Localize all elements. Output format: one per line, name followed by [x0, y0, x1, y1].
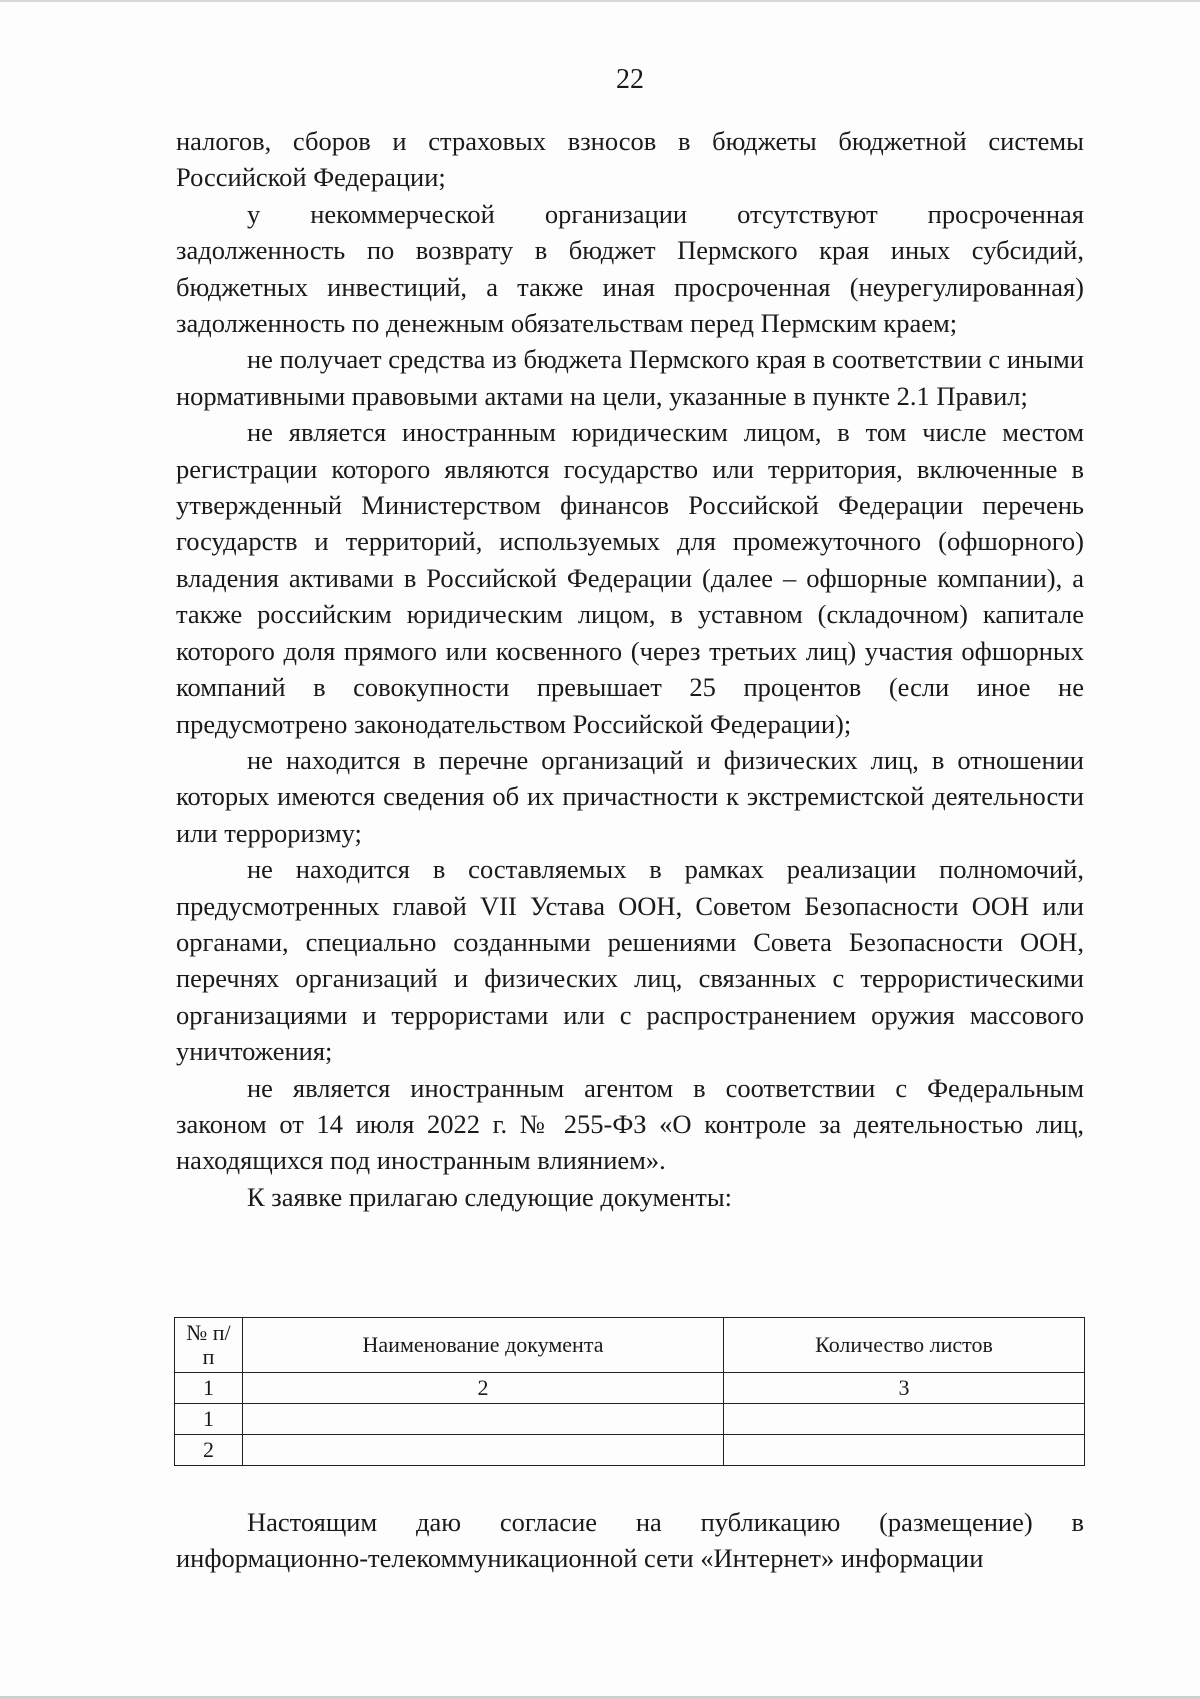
paragraph-consent: Настоящим даю согласие на публикацию (размещение) в информационно-телекоммуникационной сети «Интернет» информации: [176, 1507, 1084, 1574]
paragraph-not-un-sanctions-list: не находится в составляемых в рамках реализации полномочий, предусмотренных главой VII Устава ООН, Советом Безопасности ООН или органами, специально созданными решениями Совета Безопасности ООН, перечнях организаций и физических лиц, связанных с террористическими организациями и террористами или с распространением оружия массового уничтожения;: [176, 854, 1084, 1067]
document-body: [176, 123, 1084, 1215]
cell-document-name: [243, 1404, 724, 1435]
cell-document-name: 2: [243, 1373, 724, 1404]
header-document-name: Наименование документа: [243, 1318, 724, 1373]
paragraph-no-overdue-debt: у некоммерческой организации отсутствуют просроченная задолженность по возврату в бюджет Пермского края иных субсидий, бюджетных инвестиций, а также иная просроченная (неурегулированная) задолженность по денежным обязательствам перед Пермским краем;: [176, 198, 1084, 339]
cell-sheet-count: [724, 1435, 1085, 1466]
cell-number: 1: [175, 1373, 243, 1404]
cell-number: 2: [175, 1435, 243, 1466]
attached-documents-table: [174, 1317, 1085, 1466]
cell-sheet-count: [724, 1404, 1085, 1435]
paragraph-taxes-continuation: налогов, сборов и страховых взносов в бюджеты бюджетной системы Российской Федерации;: [176, 126, 1084, 193]
paragraph-attached-documents-intro: К заявке прилагаю следующие документы:: [247, 1181, 732, 1212]
paragraph-not-foreign-agent: не является иностранным агентом в соответствии с Федеральным законом от 14 июля 2022 г. № 255-ФЗ «О контроле за деятельностью лиц, находящихся под иностранным влиянием».: [176, 1072, 1084, 1176]
table-header-row: [175, 1318, 1085, 1373]
paragraph-not-extremist-list: не находится в перечне организаций и физических лиц, в отношении которых имеются сведения об их причастности к экстремистской деятельности или терроризму;: [176, 744, 1084, 848]
cell-sheet-count: 3: [724, 1373, 1085, 1404]
table-row: [175, 1373, 1085, 1404]
cell-document-name: [243, 1435, 724, 1466]
cell-number: 1: [175, 1404, 243, 1435]
consent-section: [176, 1504, 1084, 1577]
page-number: 22: [616, 64, 644, 95]
table-row: [175, 1435, 1085, 1466]
header-sheet-count: Количество листов: [724, 1318, 1085, 1373]
paragraph-no-other-funds: не получает средства из бюджета Пермского края в соответствии с иными нормативными правовыми актами на цели, указанные в пункте 2.1 Правил;: [176, 344, 1084, 411]
page-top-edge: [0, 0, 1200, 2]
table-row: [175, 1404, 1085, 1435]
paragraph-not-foreign-entity: не является иностранным юридическим лицом, в том числе местом регистрации которого являются государство или территория, включенные в утвержденный Министерством финансов Российской Федерации перечень государств и территорий, используемых для промежуточного (офшорного) владения активами в Российской Федерации (далее – офшорные компании), а также российским юридическим лицом, в уставном (складочном) капитале которого доля прямого или косвенного (через третьих лиц) участия офшорных компаний в совокупности превышает 25 процентов (если иное не предусмотрено законодательством Российской Федерации);: [176, 417, 1084, 739]
header-number: № п/п: [175, 1318, 243, 1373]
